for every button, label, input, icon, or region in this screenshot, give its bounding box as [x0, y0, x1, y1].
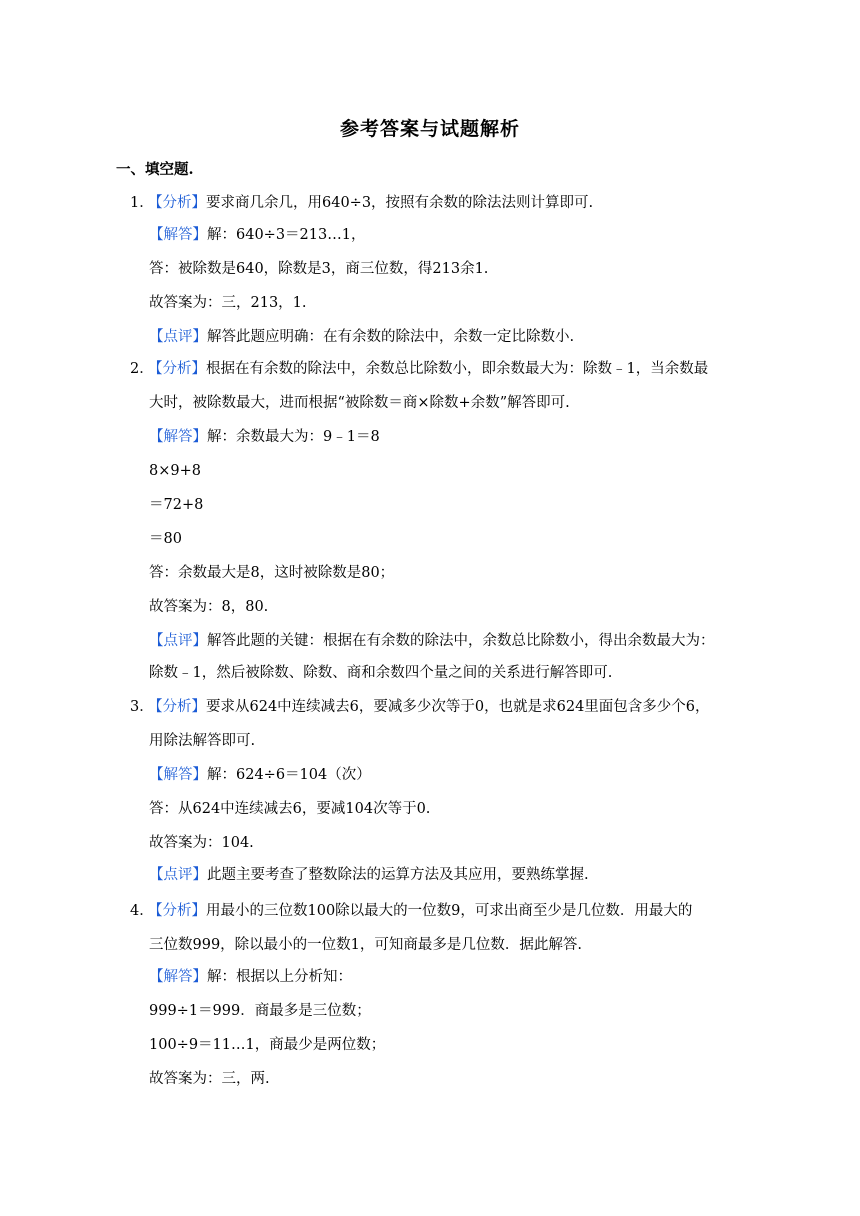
q4-analysis-cont: 三位数999，除以最小的一位数1，可知商最多是几位数．据此解答. [149, 937, 583, 953]
q2-line: 8×9+8 [149, 463, 201, 479]
analysis-tag: 【分析】 [148, 699, 206, 715]
page-title: 参考答案与试题解析 [339, 118, 520, 140]
q1-line: 故答案为：三，213，1. [149, 295, 307, 311]
solution-tag: 【解答】 [149, 227, 207, 243]
comment-tag: 【点评】 [149, 329, 207, 345]
q3-number: 3． [130, 699, 154, 715]
q1-comment: 【点评】解答此题应明确：在有余数的除法中，余数一定比除数小. [149, 329, 575, 345]
q2-comment: 【点评】解答此题的关键：根据在有余数的除法中，余数总比除数小，得出余数最大为： [149, 633, 715, 649]
q1-line: 答：被除数是640，除数是3，商三位数，得213余1. [149, 261, 489, 277]
q3-comment: 【点评】此题主要考查了整数除法的运算方法及其应用，要熟练掌握. [149, 867, 589, 883]
q4-number: 4． [130, 903, 154, 919]
q1-number: 1． [130, 195, 154, 211]
analysis-tag: 【分析】 [148, 361, 206, 377]
solution-tag: 【解答】 [149, 429, 207, 445]
q2-analysis-cont: 大时，被除数最大，进而根据“被除数＝商×除数+余数”解答即可. [149, 395, 570, 411]
q4-line: 100÷9＝11…1，商最少是两位数； [149, 1037, 386, 1053]
analysis-tag: 【分析】 [148, 903, 206, 919]
q2-solution: 【解答】解：余数最大为：9﹣1＝8 [149, 429, 380, 445]
q4-solution: 【解答】解：根据以上分析知： [149, 969, 352, 985]
q1-solution: 【解答】解：640÷3＝213…1， [149, 227, 366, 243]
solution-tag: 【解答】 [149, 767, 207, 783]
section-heading: 一、填空题. [116, 161, 194, 178]
q4-line: 故答案为：三，两. [149, 1071, 270, 1087]
q2-line: ＝72+8 [149, 497, 204, 513]
q2-line: ＝80 [149, 531, 182, 547]
q1-analysis: 【分析】要求商几余几，用640÷3，按照有余数的除法法则计算即可. [148, 195, 594, 211]
comment-tag: 【点评】 [149, 867, 207, 883]
q3-solution: 【解答】解：624÷6＝104（次） [149, 767, 371, 783]
analysis-tag: 【分析】 [148, 195, 206, 211]
solution-tag: 【解答】 [149, 969, 207, 985]
q3-line: 答：从624中连续减去6，要减104次等于0. [149, 801, 431, 817]
q4-line: 999÷1＝999．商最多是三位数； [149, 1003, 371, 1019]
q2-analysis: 【分析】根据在有余数的除法中，余数总比除数小，即余数最大为：除数﹣1，当余数最 [148, 361, 709, 377]
q2-number: 2． [130, 361, 154, 377]
q2-comment-cont: 除数﹣1，然后被除数、除数、商和余数四个量之间的关系进行解答即可. [149, 665, 613, 681]
q3-analysis-cont: 用除法解答即可. [149, 733, 256, 749]
q3-analysis: 【分析】要求从624中连续减去6，要减多少次等于0，也就是求624里面包含多少个6， [148, 699, 710, 715]
q2-line: 故答案为：8，80. [149, 599, 269, 615]
q2-line: 答：余数最大是8，这时被除数是80； [149, 565, 395, 581]
q4-analysis: 【分析】用最小的三位数100除以最大的一位数9，可求出商至少是几位数．用最大的 [148, 903, 693, 919]
comment-tag: 【点评】 [149, 633, 207, 649]
q3-line: 故答案为：104. [149, 835, 254, 851]
